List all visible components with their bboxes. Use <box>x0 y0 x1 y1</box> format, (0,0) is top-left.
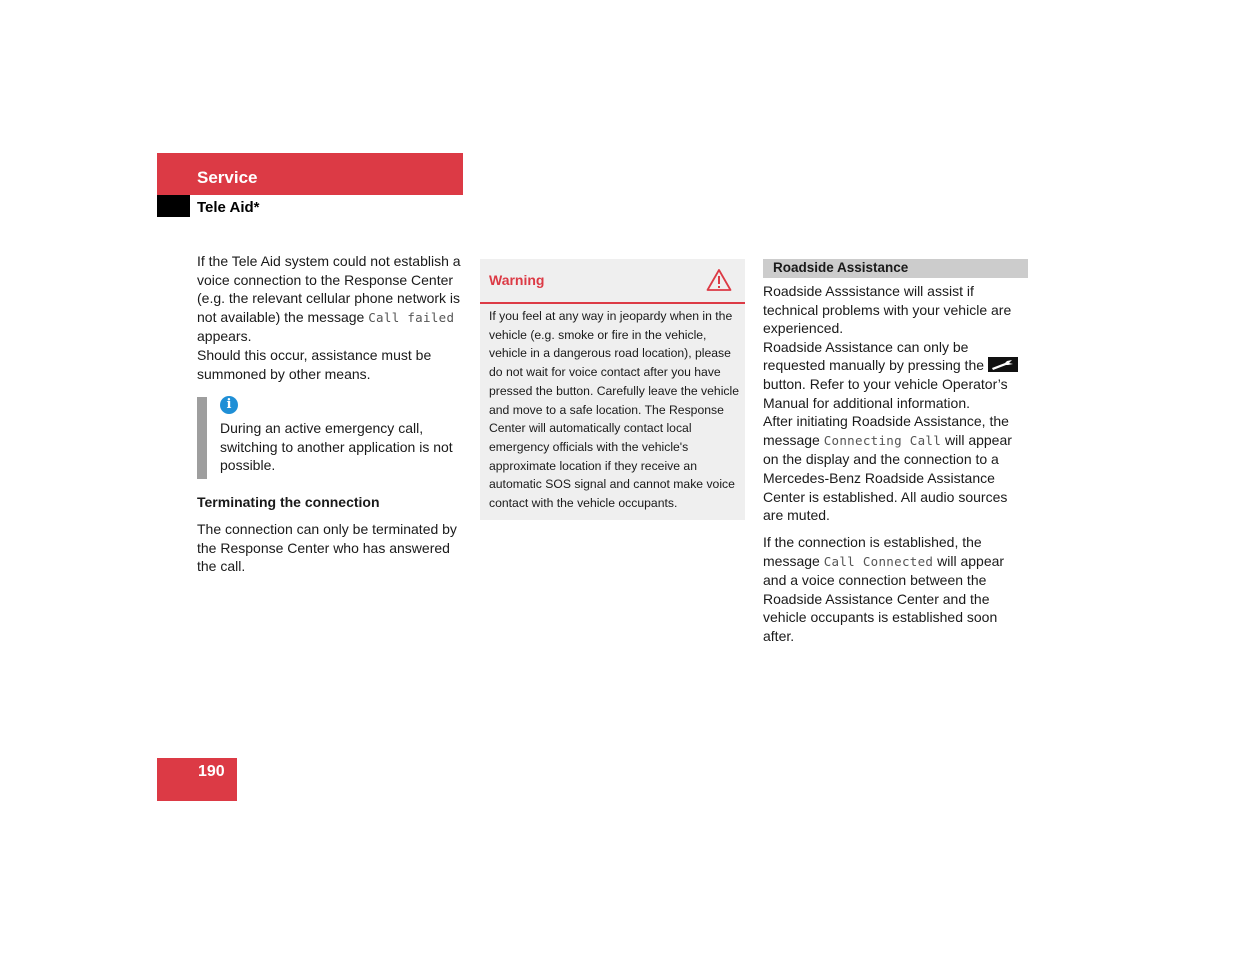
column-3-text-lower <box>763 533 1031 646</box>
note-bar <box>197 397 207 479</box>
display-message-connecting-call: Connecting Call <box>823 432 942 448</box>
text: will appear and a voice connection between the Roadside Assistance Center and the vehicle occupants is established soon after. <box>763 552 1005 644</box>
warning-title: Warning <box>489 272 545 288</box>
section-body: The connection can only be terminated by the Response Center who has answered the call. <box>197 521 457 575</box>
roadside-paragraph-2 <box>763 338 1031 412</box>
page-number-box <box>157 758 237 801</box>
display-message-call-connected: Call Connected <box>823 553 934 569</box>
display-message-call-failed: Call failed <box>368 309 455 325</box>
subsection-marker <box>157 195 190 217</box>
section-title: Service <box>197 168 258 187</box>
section-heading: Terminating the connection <box>197 494 380 510</box>
warning-header <box>480 259 745 304</box>
text: After initiating Roadside Assistance, the message <box>763 413 1009 448</box>
warning-box <box>480 259 745 520</box>
roadside-heading-bar <box>763 259 1028 278</box>
warning-text: If you feel at any way in jeopardy when in the vehicle (e.g. smoke or fire in the vehicle, vehicle in a dangerous road location), please do not wait for voice contact after you have pressed the button. Carefully leave the vehicle and move to a safe location. The Response Center will automatically contact local emergency officials with the vehicle's approximate location if they receive an automatic SOS signal and cannot make voice contact with the vehicle occupants. <box>489 309 739 511</box>
roadside-heading: Roadside Assistance <box>773 260 909 275</box>
roadside-paragraph-3 <box>763 412 1031 525</box>
subsection-title: Tele Aid* <box>197 199 260 216</box>
text: If the connection is established, the message <box>763 534 982 569</box>
column-1-text <box>197 252 465 383</box>
warning-triangle-icon <box>706 268 732 292</box>
paragraph-other-means: Should this occur, assistance must be summoned by other means. <box>197 346 432 382</box>
info-note <box>197 397 465 479</box>
roadside-paragraph-1: Roadside Asssistance will assist if technical problems with your vehicle are experienced. <box>763 283 1012 337</box>
roadside-wrench-button-icon <box>988 357 1018 372</box>
paragraph-call-failed <box>197 252 465 346</box>
text: will appear on the display and the connection to a Mercedes-Benz Roadside Assistance Center is established. All audio sources are muted. <box>763 431 1012 524</box>
text: Roadside Assistance can only be requested manually by pressing the <box>763 338 988 374</box>
note-text: During an active emergency call, switching to another application is not possible. <box>220 420 453 474</box>
column-3-text <box>763 282 1031 525</box>
roadside-paragraph-4 <box>763 533 1031 646</box>
page-number: 190 <box>198 763 225 780</box>
text: If the Tele Aid system could not establish a voice connection to the Response Center (e.g. the relevant cellular phone network is not available) the message <box>197 253 461 325</box>
text: appears. <box>197 328 252 345</box>
info-icon: i <box>220 396 238 414</box>
text: button. Refer to your vehicle Operator’s Manual for additional information. <box>763 375 1008 411</box>
